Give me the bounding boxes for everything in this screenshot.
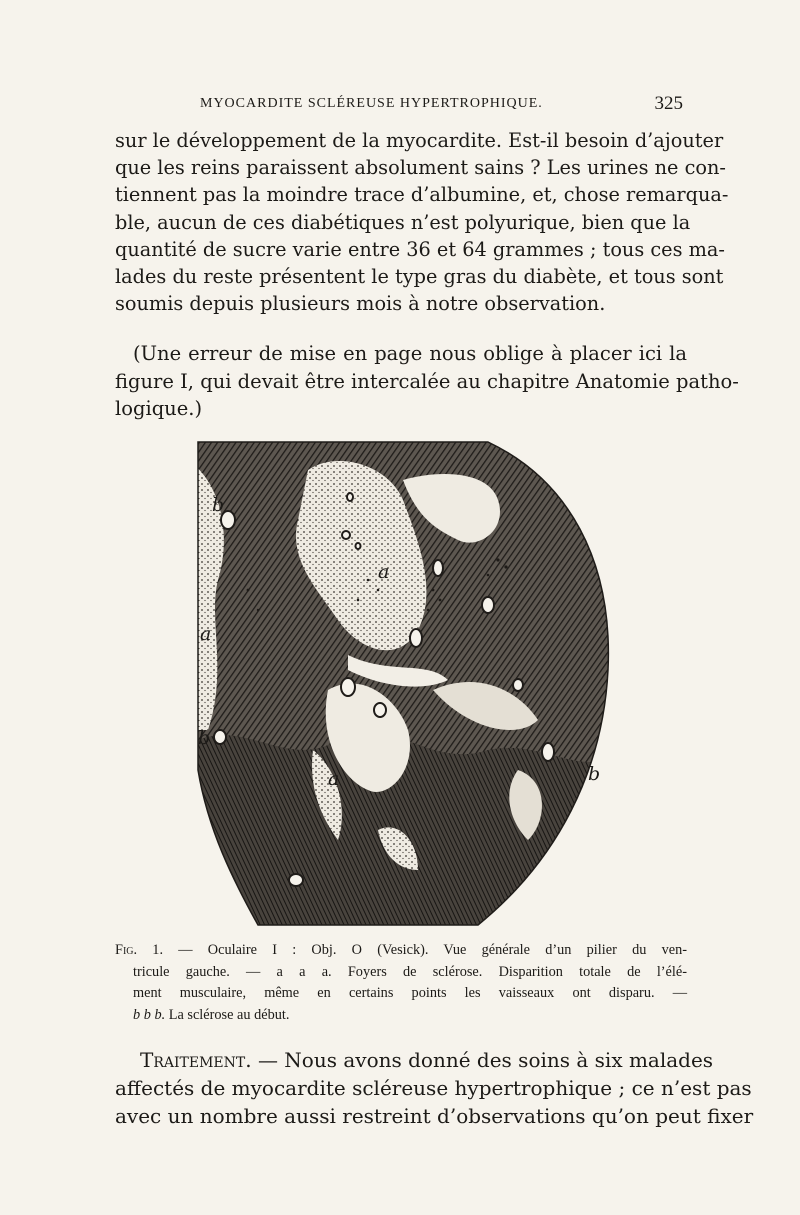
text-line: soumis depuis plusieurs mois à notre observation. <box>115 292 606 316</box>
histology-figure <box>188 440 623 932</box>
caption-text: — Oculaire I : Obj. O (Vesick). Vue générale d’un pilier du ven- <box>163 942 687 958</box>
paragraph-3 <box>115 1046 754 1130</box>
section-lead: Traitement. <box>140 1048 252 1072</box>
paragraph-2 <box>115 340 739 423</box>
paragraph-1 <box>115 127 729 317</box>
text-line: — Nous avons donné des soins à six malades <box>251 1048 714 1072</box>
label-a: a <box>200 623 212 645</box>
page-number: 325 <box>654 93 683 114</box>
label-b: b <box>198 727 211 749</box>
text-line: que les reins paraissent absolument sains ? Les urines ne con- <box>115 156 726 180</box>
figure-illustration <box>188 440 623 932</box>
text-line: ble, aucun de ces diabétiques n’est polyurique, bien que la <box>115 210 691 234</box>
caption-text: La sclérose au début. <box>165 1006 290 1023</box>
label-a: a <box>328 768 340 790</box>
text-line: lades du reste présentent le type gras du diabète, et tous sont <box>115 265 724 289</box>
text-line: quantité de sucre varie entre 36 et 64 grammes ; tous ces ma- <box>115 237 725 261</box>
label-b: b <box>212 494 225 516</box>
text-line: figure I, qui devait être intercalée au chapitre Anatomie patho- <box>115 369 739 393</box>
label-a: a <box>378 561 390 583</box>
figure-number: Fig. 1. <box>115 942 164 958</box>
running-title: MYOCARDITE SCLÉREUSE HYPERTROPHIQUE. <box>200 96 543 111</box>
text-line: tiennent pas la moindre trace d’albumine, et, chose remarqua- <box>115 183 729 207</box>
text-line: (Une erreur de mise en page nous oblige à placer ici la <box>133 342 687 365</box>
caption-line: tricule gauche. — a a a. Foyers de sclérose. Disparition totale de l’élé- <box>133 963 687 980</box>
caption-line: ment musculaire, même en certains points les vaisseaux ont disparu. — <box>133 985 687 1001</box>
text-line: sur le développement de la myocardite. Est-il besoin d’ajouter <box>115 129 724 152</box>
label-b: b <box>588 763 601 785</box>
text-line: avec un nombre aussi restreint d’observations qu’on peut fixer <box>115 1104 754 1128</box>
text-line: affectés de myocardite scléreuse hypertrophique ; ce n’est pas <box>115 1076 752 1100</box>
text-line: logique.) <box>115 397 203 420</box>
caption-label: b b b. <box>133 1006 166 1023</box>
running-header <box>115 93 685 122</box>
figure-caption <box>115 940 687 1026</box>
